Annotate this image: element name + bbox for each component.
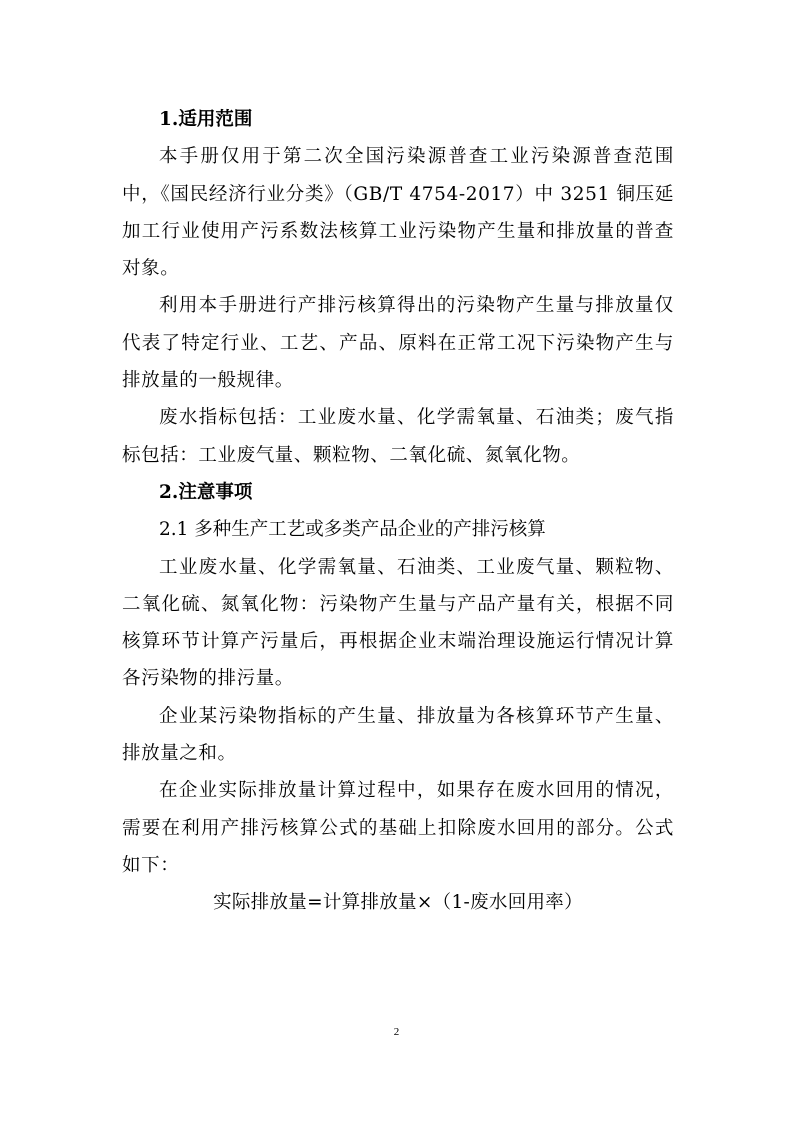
page-number: 2 [393, 1026, 400, 1038]
section-1-paragraph-representation: 利用本手册进行产排污核算得出的污染物产生量与排放量仅代表了特定行业、工艺、产品、原料在正常工况下污染物产生与排放量的一般规律。 [122, 295, 674, 392]
section-2-paragraph-sum: 企业某污染物指标的产生量、排放量为各核算环节产生量、排放量之和。 [122, 705, 674, 765]
section-1-paragraph-scope: 本手册仅用于第二次全国污染源普查工业污染源普查范围中，《国民经济行业分类》（GB/T 4754-2017）中 3251 铜压延加工行业使用产污系数法核算工业污染物产生量和排放量的普查对象。 [122, 146, 674, 280]
section-2-heading: 2.注意事项 [159, 481, 253, 503]
page-content [122, 101, 674, 922]
section-1-paragraph-indicators: 废水指标包括：工业废水量、化学需氧量、石油类；废气指标包括：工业废气量、颗粒物、二氧化硫、氮氧化物。 [122, 407, 674, 466]
section-2-paragraph-reuse: 在企业实际排放量计算过程中，如果存在废水回用的情况，需要在利用产排污核算公式的基础上扣除废水回用的部分。公式如下： [122, 780, 674, 876]
section-2-1-subheading: 2.1 多种生产工艺或多类产品企业的产排污核算 [159, 519, 546, 541]
section-1-heading: 1.适用范围 [159, 109, 253, 130]
section-2-paragraph-calculation: 工业废水量、化学需氧量、石油类、工业废气量、颗粒物、二氧化硫、氮氧化物：污染物产生量与产品产量有关，根据不同核算环节计算产污量后，再根据企业末端治理设施运行情况计算各污染物的排污量。 [122, 556, 674, 690]
emission-formula: 实际排放量=计算排放量×（1-废水回用率） [213, 892, 583, 914]
